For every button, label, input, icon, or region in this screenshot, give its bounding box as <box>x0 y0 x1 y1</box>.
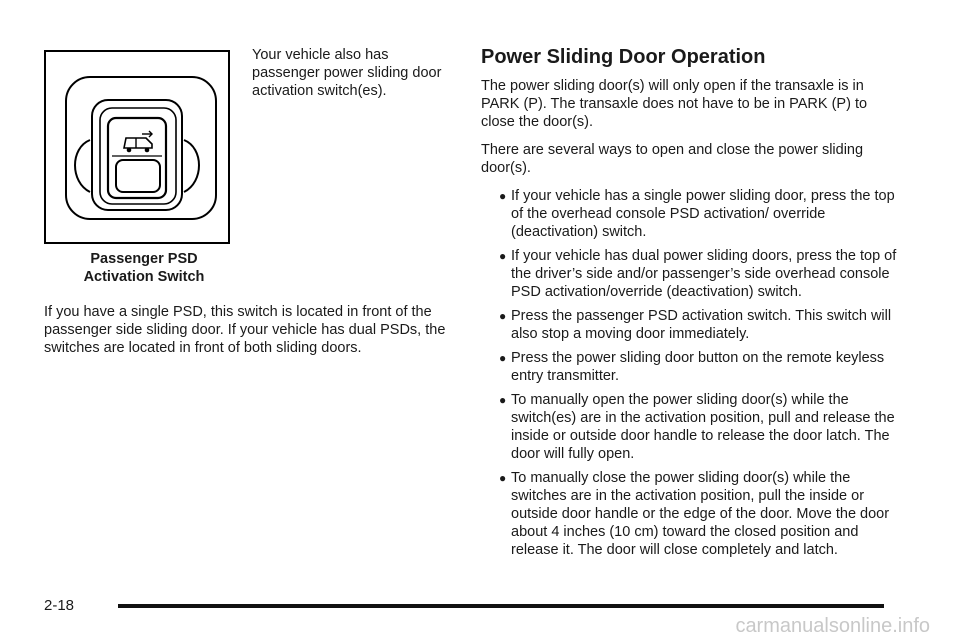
list-item <box>481 391 901 463</box>
bullet-list <box>481 187 901 559</box>
list-item <box>481 349 901 385</box>
bullet-icon: ● <box>499 189 507 203</box>
section-title: Power Sliding Door Operation <box>481 46 766 68</box>
paragraph: The power sliding door(s) will only open if the transaxle is in PARK (P). The transaxle does not have to be in PARK (P) to close the door(s). <box>481 78 868 130</box>
paragraph: There are several ways to open and close the power sliding door(s). <box>481 142 864 176</box>
figure-caption <box>44 250 244 286</box>
list-item <box>481 469 901 559</box>
list-item-text: To manually open the power sliding door(s) while the switch(es) are in the activation position, pull and release the inside or outside door handle to release the door latch. The door will fully open. <box>511 392 895 462</box>
bullet-icon: ● <box>499 309 507 323</box>
caption-line-2: Activation Switch <box>83 269 205 285</box>
switch-illustration <box>44 50 230 244</box>
footer-rule <box>118 604 884 608</box>
van-door-icon <box>124 131 152 152</box>
switch-location-paragraph: If you have a single PSD, this switch is located in front of the passenger side sliding door. If your vehicle has dual PSDs, the switches are located in front of both sliding doors. <box>44 304 446 356</box>
page-number: 2-18 <box>44 597 75 614</box>
caption-line-1: Passenger PSD <box>90 251 198 267</box>
list-item-text: If your vehicle has a single power sliding door, press the top of the overhead console PSD activation/ override (deactivation) switch. <box>511 188 895 240</box>
list-item-text: If your vehicle has dual power sliding doors, press the top of the driver’s side and/or passenger’s side overhead console PSD activation/override (deactivation) switch. <box>511 248 897 300</box>
list-item <box>481 307 901 343</box>
watermark: carmanualsonline.info <box>735 615 930 637</box>
list-item-text: Press the passenger PSD activation switch. This switch will also stop a moving door immediately. <box>511 308 892 342</box>
list-item-text: Press the power sliding door button on the remote keyless entry transmitter. <box>511 350 885 384</box>
list-item <box>481 187 901 241</box>
bullet-icon: ● <box>499 249 507 263</box>
intro-text: Your vehicle also has passenger power sliding door activation switch(es). <box>252 47 442 99</box>
bullet-icon: ● <box>499 351 507 365</box>
section-power-sliding-door <box>481 44 901 565</box>
list-item-text: To manually close the power sliding door(s) while the switches are in the activation position, pull the inside or outside door handle or the edge of the door. Move the door about 4 inches (10 cm) toward the closed position and release it. The door will close completely and latch. <box>511 470 890 558</box>
bullet-icon: ● <box>499 393 507 407</box>
bullet-icon: ● <box>499 471 507 485</box>
psd-switch-drawing <box>46 52 228 242</box>
list-item <box>481 247 901 301</box>
